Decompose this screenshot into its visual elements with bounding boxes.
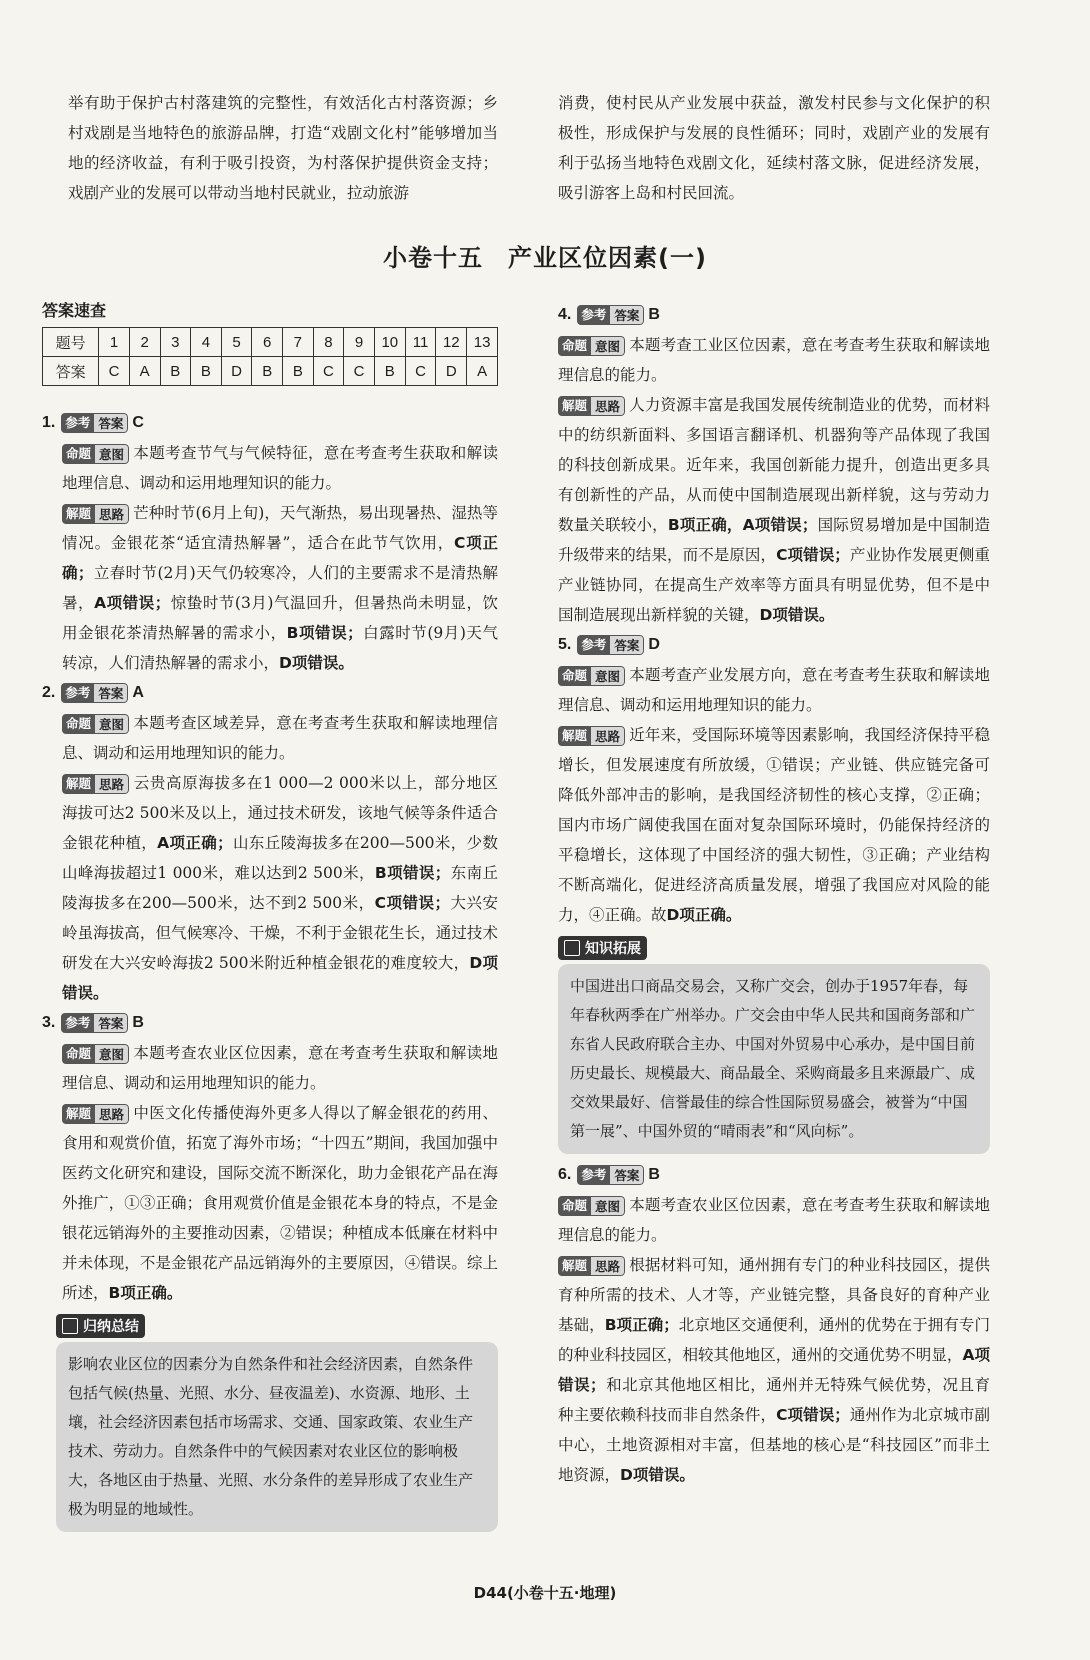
num-cell: 3 [160, 328, 191, 357]
row-label-answer: 答案 [43, 357, 99, 386]
row-label-number: 题号 [43, 328, 99, 357]
num-cell: 8 [313, 328, 344, 357]
question-number: 2. [42, 684, 56, 701]
ans-cell: B [191, 357, 222, 386]
question-number: 4. [558, 306, 572, 323]
ans-cell: C [313, 357, 344, 386]
answer-letter: A [132, 684, 144, 701]
intent-tag: 命题 意图 [558, 336, 625, 356]
right-column [558, 300, 990, 1490]
answer-letter: B [648, 1166, 660, 1183]
solution-paragraph: 解题 思路 芒种时节(6月上旬)，天气渐热，易出现暑热、湿热等情况。金银花茶“适宜清热解暑”，适合在此节气饮用，C项正确；立春时节(2月)天气仍较寒冷，人们的主要需求不是清热解暑，A项错误；惊蛰时节(3月)气温回升，但暑热尚未明显，饮用金银花茶清热解暑的需求小，B项错误；白露时节(9月)天气转凉，人们清热解暑的需求小，D项错误。 [62, 504, 498, 672]
ans-cell: D [221, 357, 252, 386]
top-right-paragraph: 消费，使村民从产业发展中获益，激发村民参与文化保护的积极性，形成保护与发展的良性循环；同时，戏剧产业的发展有利于弘扬当地特色戏剧文化，延续村落文脉，促进经济发展，吸引游客上岛和村民回流。 [558, 94, 990, 202]
answer-key-answers-row [43, 357, 498, 386]
note-icon [564, 940, 580, 956]
answer-key-heading: 答案速查 [42, 301, 107, 320]
ans-cell: A [129, 357, 160, 386]
solution-paragraph: 解题 思路 人力资源丰富是我国发展传统制造业的优势，而材料中的纺织新面料、多国语言翻译机、机器狗等产品体现了我国的科技创新成果。近年来，我国创新能力提升，创造出更多具有创新性的产品，从而使中国制造展现出新样貌，这与劳动力数量关联较小，B项正确，A项错误；国际贸易增加是中国制造升级带来的结果，而不是原因，C项错误；产业协作发展更侧重产业链协同，在提高生产效率等方面具有明显优势，但不是中国制造展现出新样貌的关键，D项错误。 [558, 396, 990, 624]
question-6 [558, 1160, 990, 1490]
ans-cell: A [467, 357, 498, 386]
answer-key-table [42, 327, 498, 386]
intent-paragraph: 命题 意图 本题考查节气与气候特征，意在考查考生获取和解读地理信息、调动和运用地理知识的能力。 [62, 444, 498, 492]
intent-tag: 命题 意图 [62, 714, 129, 734]
ans-cell: B [283, 357, 314, 386]
ans-cell: D [436, 357, 467, 386]
question-5 [558, 630, 990, 930]
solution-paragraph: 解题 思路 云贵高原海拔多在1 000—2 000米以上，部分地区海拔可达2 500米及以上，通过技术研发，该地气候等条件适合金银花种植，A项正确；山东丘陵海拔多在200—500米，少数山峰海拔超过1 000米，难以达到2 500米，B项错误；东南丘陵海拔多在200—500米，达不到2 500米，C项错误；大兴安岭虽海拔高，但气候寒冷、干燥，不利于金银花生长，通过技术研发在大兴安岭海拔2 500米附近种植金银花的难度较大，D项错误。 [62, 774, 498, 1002]
reference-answer-tag: 参考 答案 [577, 635, 644, 655]
ans-cell: C [344, 357, 375, 386]
summary-box: 影响农业区位的因素分为自然条件和社会经济因素，自然条件包括气候(热量、光照、水分、昼夜温差)、水资源、地形、土壤，社会经济因素包括市场需求、交通、国家政策、农业生产技术、劳动力。自然条件中的气候因素对农业区位的影响极大，各地区由于热量、光照、水分条件的差异形成了农业生产极为明显的地域性。 [56, 1342, 498, 1532]
intent-tag: 命题 意图 [558, 1196, 625, 1216]
question-number: 5. [558, 636, 572, 653]
num-cell: 11 [405, 328, 436, 357]
solution-paragraph: 解题 思路 近年来，受国际环境等因素影响，我国经济保持平稳增长，但发展速度有所放缓，①错误；产业链、供应链完备可降低外部冲击的影响，是我国经济韧性的核心支撑，②正确；国内市场广阔使我国在面对复杂国际环境时，仍能保持经济的平稳增长，这体现了中国经济的强大韧性，③正确；产业结构不断高端化，促进经济高质量发展，增强了我国应对风险的能力，④正确。故D项正确。 [558, 726, 990, 924]
num-cell: 4 [191, 328, 222, 357]
solution-tag: 解题 思路 [558, 726, 625, 746]
reference-answer-tag: 参考 答案 [61, 413, 128, 433]
reference-answer-tag: 参考 答案 [61, 683, 128, 703]
num-cell: 6 [252, 328, 283, 357]
ans-cell: B [252, 357, 283, 386]
solution-tag: 解题 思路 [558, 396, 625, 416]
num-cell: 12 [436, 328, 467, 357]
intent-paragraph: 命题 意图 本题考查农业区位因素，意在考查考生获取和解读地理信息、调动和运用地理知识的能力。 [62, 1044, 498, 1092]
question-number: 1. [42, 414, 56, 431]
num-cell: 1 [99, 328, 130, 357]
summary-box-title: 归纳总结 [56, 1314, 145, 1338]
intent-paragraph: 命题 意图 本题考查区域差异，意在考查考生获取和解读地理信息、调动和运用地理知识的能力。 [62, 714, 498, 762]
answer-letter: B [132, 1014, 144, 1031]
num-cell: 5 [221, 328, 252, 357]
solution-tag: 解题 思路 [62, 1104, 129, 1124]
intent-paragraph: 命题 意图 本题考查产业发展方向，意在考查考生获取和解读地理信息、调动和运用地理知识的能力。 [558, 666, 990, 714]
question-2 [42, 678, 498, 1008]
note-icon [62, 1318, 78, 1334]
ans-cell: C [99, 357, 130, 386]
intent-tag: 命题 意图 [62, 444, 129, 464]
extension-box-wrapper [558, 936, 990, 1154]
answer-key-numbers-row [43, 328, 498, 357]
num-cell: 7 [283, 328, 314, 357]
extension-box-title: 知识拓展 [558, 936, 647, 960]
solution-paragraph: 解题 思路 根据材料可知，通州拥有专门的种业科技园区，提供育种所需的技术、人才等，产业链完整，具备良好的育种产业基础，B项正确；北京地区交通便利，通州的优势在于拥有专门的种业科技园区，相较其他地区，通州的交通优势不明显，A项错误；和北京其他地区相比，通州并无特殊气候优势，况且育种主要依赖科技而非自然条件，C项错误；通州作为北京城市副中心，土地资源相对丰富，但基地的核心是“科技园区”而非土地资源，D项错误。 [558, 1256, 990, 1484]
question-4 [558, 300, 990, 630]
ans-cell: B [374, 357, 405, 386]
question-number: 6. [558, 1166, 572, 1183]
num-cell: 13 [467, 328, 498, 357]
solution-tag: 解题 思路 [62, 504, 129, 524]
ans-cell: C [405, 357, 436, 386]
reference-answer-tag: 参考 答案 [61, 1013, 128, 1033]
answer-letter: B [648, 306, 660, 323]
num-cell: 10 [374, 328, 405, 357]
question-3 [42, 1008, 498, 1308]
section-title: 小卷十五 产业区位因素(一) [383, 244, 707, 272]
reference-answer-tag: 参考 答案 [577, 305, 644, 325]
intent-paragraph: 命题 意图 本题考查农业区位因素，意在考查考生获取和解读地理信息的能力。 [558, 1196, 990, 1244]
reference-answer-tag: 参考 答案 [577, 1165, 644, 1185]
solution-tag: 解题 思路 [62, 774, 129, 794]
summary-box-wrapper [56, 1314, 498, 1532]
intent-paragraph: 命题 意图 本题考查工业区位因素，意在考查考生获取和解读地理信息的能力。 [558, 336, 990, 384]
intent-tag: 命题 意图 [62, 1044, 129, 1064]
question-number: 3. [42, 1014, 56, 1031]
answer-letter: D [648, 636, 660, 653]
solution-tag: 解题 思路 [558, 1256, 625, 1276]
page-footer: D44(小卷十五·地理) [473, 1584, 617, 1602]
extension-box: 中国进出口商品交易会，又称广交会，创办于1957年春，每年春秋两季在广州举办。广交会由中华人民共和国商务部和广东省人民政府联合主办、中国对外贸易中心承办，是中国目前历史最长、规模最大、商品最全、采购商最多且来源最广、成交效果最好、信誉最佳的综合性国际贸易盛会，被誉为“中国第一展”、中国外贸的“晴雨表”和“风向标”。 [558, 964, 990, 1154]
num-cell: 2 [129, 328, 160, 357]
solution-paragraph: 解题 思路 中医文化传播使海外更多人得以了解金银花的药用、食用和观赏价值，拓宽了海外市场；“十四五”期间，我国加强中医药文化研究和建设，国际交流不断深化，助力金银花产品在海外推广，①③正确；食用观赏价值是金银花本身的特点，不是金银花远销海外的主要推动因素，②错误；种植成本低廉在材料中并未体现，不是金银花产品远销海外的主要原因，④错误。综上所述，B项正确。 [62, 1104, 498, 1302]
ans-cell: B [160, 357, 191, 386]
left-column [42, 298, 498, 1532]
answer-letter: C [132, 414, 144, 431]
top-left-paragraph: 举有助于保护古村落建筑的完整性，有效活化古村落资源；乡村戏剧是当地特色的旅游品牌，打造“戏剧文化村”能够增加当地的经济收益，有利于吸引投资，为村落保护提供资金支持；戏剧产业的发展可以带动当地村民就业，拉动旅游 [68, 94, 498, 202]
intent-tag: 命题 意图 [558, 666, 625, 686]
num-cell: 9 [344, 328, 375, 357]
question-1 [42, 408, 498, 678]
